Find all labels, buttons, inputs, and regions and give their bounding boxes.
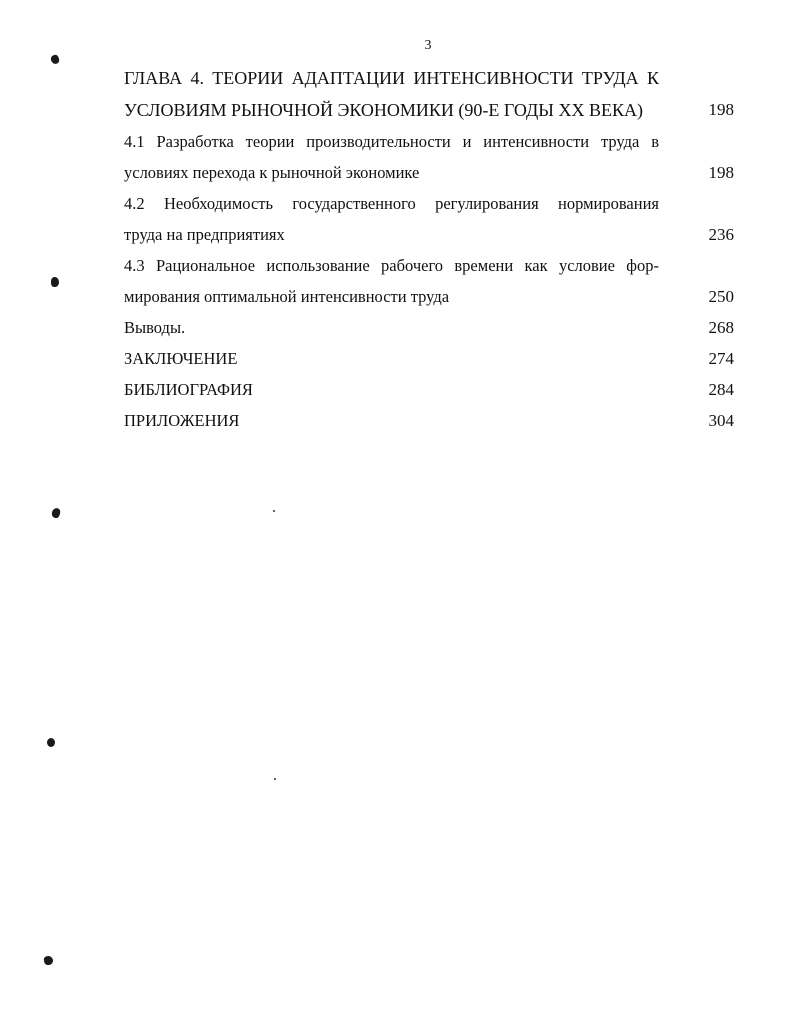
toc-entry-line: ЗАКЛЮЧЕНИЕ [124, 349, 238, 368]
toc-entry-line: условиях перехода к рыночной экономике [124, 163, 420, 182]
toc-page-number: 304 [708, 411, 734, 430]
toc-entry-line: Выводы. [124, 318, 186, 337]
page-number: 3 [424, 38, 432, 53]
toc-entry-section-4-3 [124, 250, 734, 312]
toc-page-number: 250 [708, 287, 734, 306]
toc-entry-chapter-4 [124, 62, 734, 126]
toc-entry-prilozheniya [124, 405, 734, 436]
toc-page-number: 198 [708, 100, 734, 119]
toc-entry-bibliografiya [124, 374, 734, 405]
scan-mark [47, 738, 55, 747]
toc-entry-line: 4.1 Разработка теории производительности и интенсивности труда в [124, 132, 659, 151]
toc-entry-line: БИБЛИОГРАФИЯ [124, 380, 253, 399]
table-of-contents [124, 62, 734, 436]
toc-entry-conclusions [124, 312, 734, 343]
toc-page-number: 274 [708, 349, 734, 368]
scan-mark [50, 54, 61, 65]
scan-speck [273, 510, 275, 512]
toc-entry-line: труда на предприятиях [124, 225, 285, 244]
toc-entry-line: УСЛОВИЯМ РЫНОЧНОЙ ЭКОНОМИКИ (90-Е ГОДЫ XX ВЕКА) [124, 100, 643, 120]
toc-page-number: 268 [708, 318, 734, 337]
scan-speck [274, 778, 276, 780]
scan-mark [51, 507, 61, 519]
toc-page-number: 198 [708, 163, 734, 182]
toc-page-number: 236 [708, 225, 734, 244]
toc-entry-line: 4.2 Необходимость государственного регулирования нормирования [124, 194, 659, 213]
toc-entry-line: ПРИЛОЖЕНИЯ [124, 411, 240, 430]
toc-entry-line: ГЛАВА 4. ТЕОРИИ АДАПТАЦИИ ИНТЕНСИВНОСТИ ТРУДА К [124, 68, 659, 88]
toc-entry-zaklyuchenie [124, 343, 734, 374]
toc-entry-line: 4.3 Рациональное использование рабочего времени как условие фор- [124, 256, 659, 275]
toc-entry-section-4-2 [124, 188, 734, 250]
toc-entry-section-4-1 [124, 126, 734, 188]
toc-page-number: 284 [708, 380, 734, 399]
toc-entry-line: мирования оптимальной интенсивности труда [124, 287, 450, 306]
scan-mark [43, 955, 53, 965]
scan-mark [51, 277, 59, 287]
